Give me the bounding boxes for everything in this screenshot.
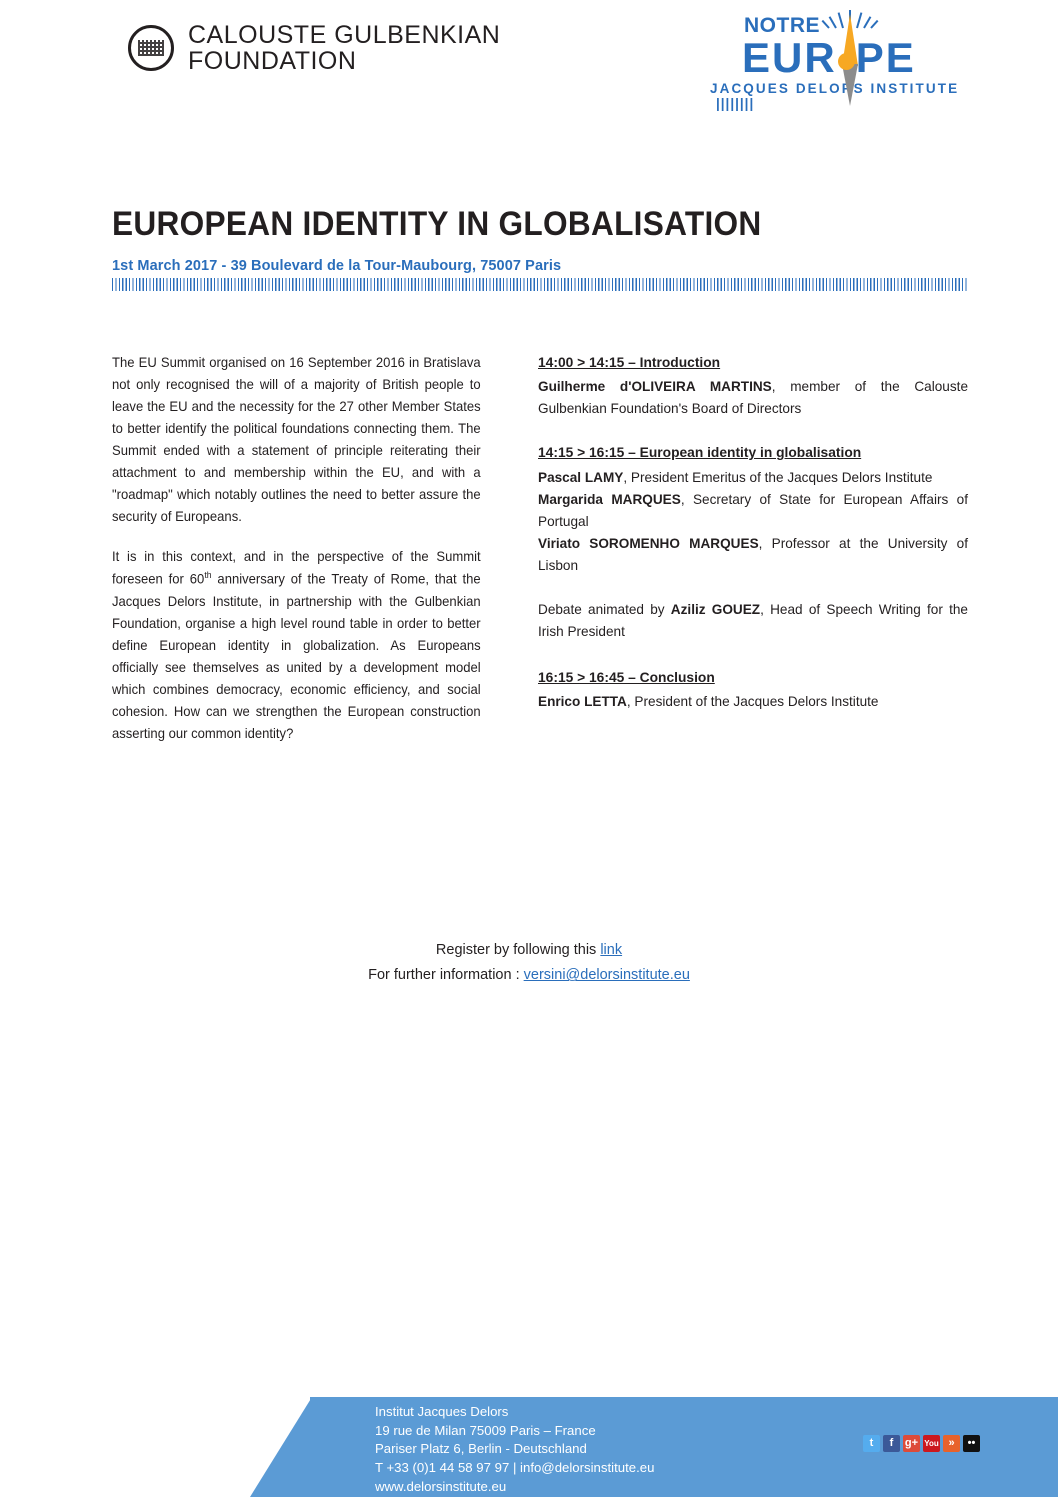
twitter-icon[interactable]: t: [863, 1435, 880, 1452]
intro-paragraph-2-part1: It is in this context, and in the perspective of the Summit foreseen for 60: [112, 549, 481, 587]
bars-icon: ||||||||: [716, 95, 755, 111]
session-time: 14:15 > 16:15 – European identity in globalisation: [538, 445, 862, 461]
speaker-name: Enrico LETTA: [538, 694, 627, 710]
decorative-tick-rule: [112, 278, 968, 291]
contact-line: [0, 963, 1058, 988]
debate-moderator: [538, 599, 968, 643]
programme-session: [538, 352, 968, 420]
speaker-role: , President Emeritus of the Jacques Delors Institute: [623, 469, 933, 485]
programme-column: [538, 352, 968, 763]
contact-prefix: For further information :: [368, 967, 524, 984]
session-time: 16:15 > 16:45 – Conclusion: [538, 669, 715, 685]
footer-address: [375, 1403, 654, 1497]
title-block: [112, 205, 968, 291]
speaker-role: , member of the Calouste Gulbenkian Foundation's Board of Directors: [538, 379, 968, 417]
speaker-role: , Secretary of State for European Affairs of Portugal: [538, 491, 968, 529]
contact-email-link[interactable]: versini@delorsinstitute.eu: [523, 967, 690, 984]
speaker-name: Guilherme d'OLIVEIRA MARTINS: [538, 379, 772, 395]
session-time: 14:00 > 14:15 – Introduction: [538, 355, 721, 370]
footer-triangle-decoration: [250, 1397, 312, 1497]
programme-session: [538, 442, 968, 576]
speaker-name: Viriato SOROMENHO MARQUES: [538, 535, 759, 551]
facebook-icon[interactable]: f: [883, 1435, 900, 1452]
register-link[interactable]: link: [600, 942, 623, 958]
footer-line-2: 19 rue de Milan 75009 Paris – France: [375, 1422, 596, 1438]
gulbenkian-logo: [128, 22, 500, 75]
content-columns: [112, 352, 968, 763]
page-title: EUROPEAN IDENTITY IN GLOBALISATION: [112, 205, 762, 243]
intro-paragraph-2-part2: anniversary of the Treaty of Rome, that the Jacques Delors Institute, in partnership with the Gulbenkian Foundation, organise a high level round table in order to better define European identity in globalization. As Europeans officially see themselves as united by a development model which combines democracy, economic efficiency, and social cohesion. How can we strengthen the European construction asserting our common identity?: [112, 571, 481, 741]
register-line: [0, 938, 1058, 963]
jdi-text: JACQUES DELORS INSTITUTE: [710, 80, 960, 96]
notre-europe-logo: [708, 14, 978, 111]
footer-line-4: T +33 (0)1 44 58 97 97 | info@delorsinstitute.eu: [375, 1460, 655, 1476]
programme-session-conclusion: [538, 667, 968, 713]
session-speaker: [538, 376, 968, 420]
register-prefix: Register by following this: [435, 942, 601, 958]
speaker-name: Pascal LAMY: [538, 469, 624, 485]
notre-europe-wordmark: [742, 34, 978, 81]
event-date-location: 1st March 2017 - 39 Boulevard de la Tour-Maubourg, 75007 Paris: [112, 258, 562, 274]
session-speaker: [538, 691, 968, 713]
gulbenkian-seal-icon: [128, 25, 174, 71]
gulbenkian-logo-line2: FOUNDATION: [188, 47, 357, 76]
intro-text-column: [112, 352, 481, 763]
moderator-name: Aziliz GOUEZ: [670, 601, 761, 617]
moderator-role: , Head of Speech Writing for the Irish President: [538, 601, 968, 639]
intro-paragraph-2: [112, 546, 481, 745]
footer-line-3: Pariser Platz 6, Berlin - Deutschland: [375, 1441, 587, 1457]
flickr-icon[interactable]: ••: [963, 1435, 980, 1452]
footer-line-5: www.delorsinstitute.eu: [375, 1478, 507, 1494]
gulbenkian-logo-line1: CALOUSTE GULBENKIAN: [188, 21, 501, 49]
footer-line-1: Institut Jacques Delors: [375, 1404, 509, 1419]
rss-icon[interactable]: »: [943, 1435, 960, 1452]
europe-text-b: PE: [855, 34, 916, 81]
session-speaker: [538, 533, 968, 577]
ordinal-suffix: th: [204, 570, 212, 581]
youtube-icon[interactable]: You: [923, 1435, 940, 1452]
document-footer: [0, 1387, 1058, 1497]
session-speaker: [538, 489, 968, 533]
notre-europe-line1: NOTRE: [744, 14, 820, 37]
session-speaker: [538, 467, 968, 489]
debate-prefix: Debate animated by: [538, 601, 671, 617]
google-plus-icon[interactable]: g+: [903, 1435, 920, 1452]
registration-block: [0, 938, 1058, 989]
document-header: [0, 0, 1058, 140]
speaker-role: , President of the Jacques Delors Institute: [626, 694, 879, 710]
speaker-role: , Professor at the University of Lisbon: [538, 535, 968, 573]
speaker-name: Margarida MARQUES: [538, 491, 681, 507]
social-links: [863, 1435, 980, 1452]
orange-dot-icon: [838, 53, 855, 70]
intro-paragraph-1: The EU Summit organised on 16 September 2016 in Bratislava not only recognised the will of a majority of British people to leave the EU and the necessity for the 27 other Member States to better identify the political foundations connecting them. The Summit ended with a statement of principle reiterating their attachment to and membership within the EU, and with a "roadmap" which notably outlines the need to better assure the security of Europeans.: [112, 355, 481, 525]
europe-text-a: EUR: [742, 34, 837, 81]
